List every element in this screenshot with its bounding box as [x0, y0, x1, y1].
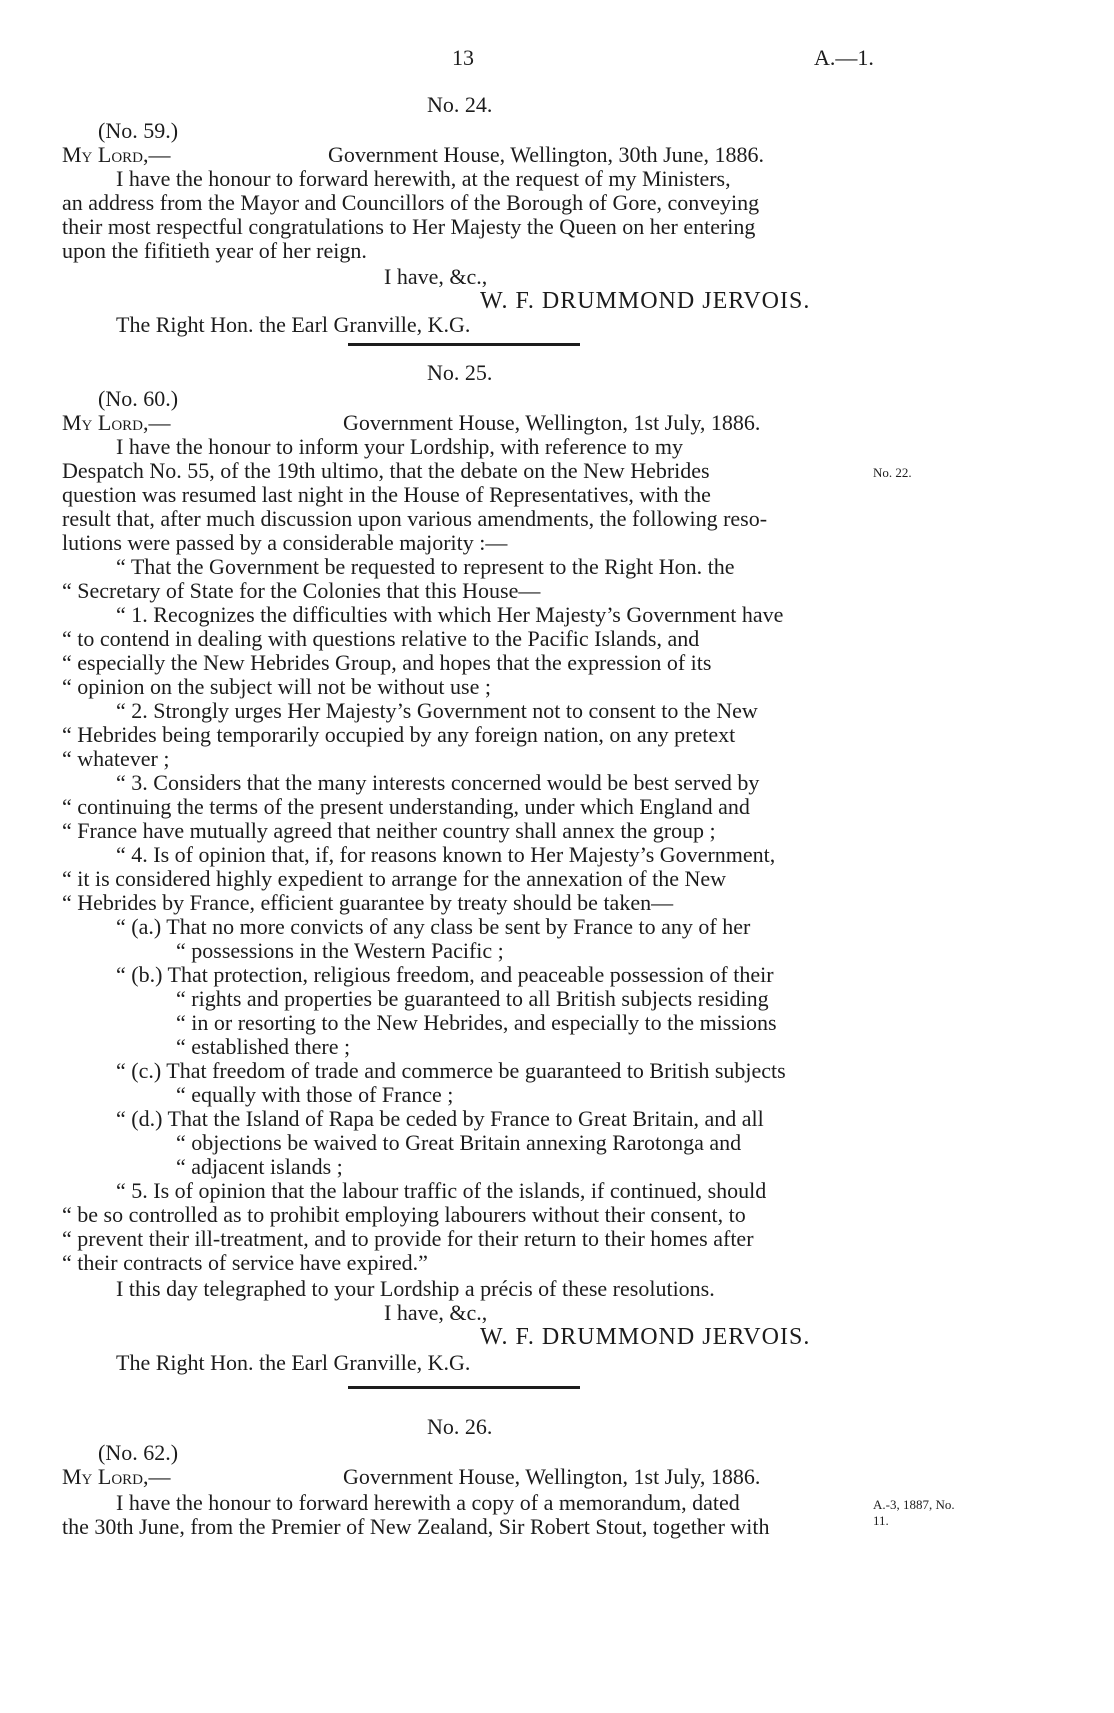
- dateline: Government House, Wellington, 1st July, 1886.: [343, 410, 761, 435]
- despatch-number: (No. 59.): [98, 118, 179, 143]
- section-number: No. 25.: [427, 360, 493, 385]
- section-number: No. 24.: [427, 92, 493, 117]
- clause-line: “ (d.) That the Island of Rapa be ceded by France to Great Britain, and all: [116, 1106, 764, 1131]
- margin-note: 11.: [873, 1513, 889, 1528]
- body-line: Despatch No. 55, of the 19th ultimo, that the debate on the New Hebrides: [62, 458, 710, 483]
- despatch-number: (No. 60.): [98, 386, 179, 411]
- body-line: I have the honour to forward herewith, at the request of my Ministers,: [116, 166, 731, 191]
- addressee: The Right Hon. the Earl Granville, K.G.: [116, 312, 471, 337]
- margin-note: No. 22.: [873, 465, 912, 480]
- signature: W. F. DRUMMOND JERVOIS.: [480, 1324, 811, 1350]
- body-line: lutions were passed by a considerable majority :—: [62, 530, 508, 555]
- clause-line: “ (a.) That no more convicts of any class be sent by France to any of her: [116, 914, 751, 939]
- body-line: I have the honour to inform your Lordship, with reference to my: [116, 434, 683, 459]
- series-reference: A.—1.: [814, 45, 874, 70]
- margin-note: A.-3, 1887, No.: [873, 1497, 955, 1512]
- resolution-line: “ Hebrides by France, efficient guarantee by treaty should be taken—: [62, 890, 674, 915]
- addressee: The Right Hon. the Earl Granville, K.G.: [116, 1350, 471, 1375]
- salutation: My Lord,—: [62, 1464, 171, 1489]
- section-divider: [348, 1386, 580, 1389]
- closing: I have, &c.,: [384, 1300, 488, 1325]
- resolution-line: “ France have mutually agreed that neither country shall annex the group ;: [62, 818, 716, 843]
- clause-line: “ in or resorting to the New Hebrides, and especially to the missions: [176, 1010, 777, 1035]
- body-line: an address from the Mayor and Councillors of the Borough of Gore, conveying: [62, 190, 760, 215]
- salutation: My Lord,—: [62, 142, 171, 167]
- body-line: their most respectful congratulations to Her Majesty the Queen on her entering: [62, 214, 756, 239]
- resolution-line: “ to contend in dealing with questions relative to the Pacific Islands, and: [62, 626, 700, 651]
- section-number: No. 26.: [427, 1414, 493, 1439]
- dateline: Government House, Wellington, 1st July, 1886.: [343, 1464, 761, 1489]
- closing: I have, &c.,: [384, 264, 488, 289]
- clause-line: “ possessions in the Western Pacific ;: [176, 938, 504, 963]
- resolution-line: “ 1. Recognizes the difficulties with which Her Majesty’s Government have: [116, 602, 784, 627]
- body-line: I have the honour to forward herewith a copy of a memorandum, dated: [116, 1490, 740, 1515]
- salutation: My Lord,—: [62, 410, 171, 435]
- signature: W. F. DRUMMOND JERVOIS.: [480, 288, 811, 314]
- body-line: result that, after much discussion upon various amendments, the following reso-: [62, 506, 768, 531]
- clause-line: “ (b.) That protection, religious freedom, and peaceable possession of their: [116, 962, 774, 987]
- resolution-line: “ 5. Is of opinion that the labour traffic of the islands, if continued, should: [116, 1178, 767, 1203]
- resolution-line: “ 3. Considers that the many interests concerned would be best served by: [116, 770, 760, 795]
- resolution-line: “ Hebrides being temporarily occupied by any foreign nation, on any pretext: [62, 722, 736, 747]
- page-number: 13: [452, 45, 474, 70]
- body-line: upon the fifitieth year of her reign.: [62, 238, 367, 263]
- resolution-line: “ prevent their ill-treatment, and to provide for their return to their homes after: [62, 1226, 754, 1251]
- section-divider: [348, 343, 580, 346]
- quoted-line: “ That the Government be requested to represent to the Right Hon. the: [116, 554, 735, 579]
- clause-line: “ adjacent islands ;: [176, 1154, 343, 1179]
- dateline: Government House, Wellington, 30th June, 1886.: [328, 142, 764, 167]
- resolution-line: “ their contracts of service have expired.”: [62, 1250, 428, 1275]
- resolution-line: “ opinion on the subject will not be without use ;: [62, 674, 491, 699]
- body-line: I this day telegraphed to your Lordship a précis of these resolutions.: [116, 1276, 715, 1301]
- resolution-line: “ 4. Is of opinion that, if, for reasons known to Her Majesty’s Government,: [116, 842, 776, 867]
- resolution-line: “ be so controlled as to prohibit employing labourers without their consent, to: [62, 1202, 746, 1227]
- resolution-line: “ especially the New Hebrides Group, and hopes that the expression of its: [62, 650, 712, 675]
- body-line: the 30th June, from the Premier of New Zealand, Sir Robert Stout, together with: [62, 1514, 770, 1539]
- resolution-line: “ whatever ;: [62, 746, 170, 771]
- body-line: question was resumed last night in the House of Representatives, with the: [62, 482, 711, 507]
- clause-line: “ rights and properties be guaranteed to all British subjects residing: [176, 986, 769, 1011]
- clause-line: “ objections be waived to Great Britain annexing Rarotonga and: [176, 1130, 742, 1155]
- resolution-line: “ it is considered highly expedient to arrange for the annexation of the New: [62, 866, 727, 891]
- clause-line: “ established there ;: [176, 1034, 351, 1059]
- clause-line: “ equally with those of France ;: [176, 1082, 454, 1107]
- resolution-line: “ continuing the terms of the present understanding, under which England and: [62, 794, 750, 819]
- clause-line: “ (c.) That freedom of trade and commerce be guaranteed to British subjects: [116, 1058, 786, 1083]
- quoted-line: “ Secretary of State for the Colonies that this House—: [62, 578, 541, 603]
- resolution-line: “ 2. Strongly urges Her Majesty’s Government not to consent to the New: [116, 698, 758, 723]
- despatch-number: (No. 62.): [98, 1440, 179, 1465]
